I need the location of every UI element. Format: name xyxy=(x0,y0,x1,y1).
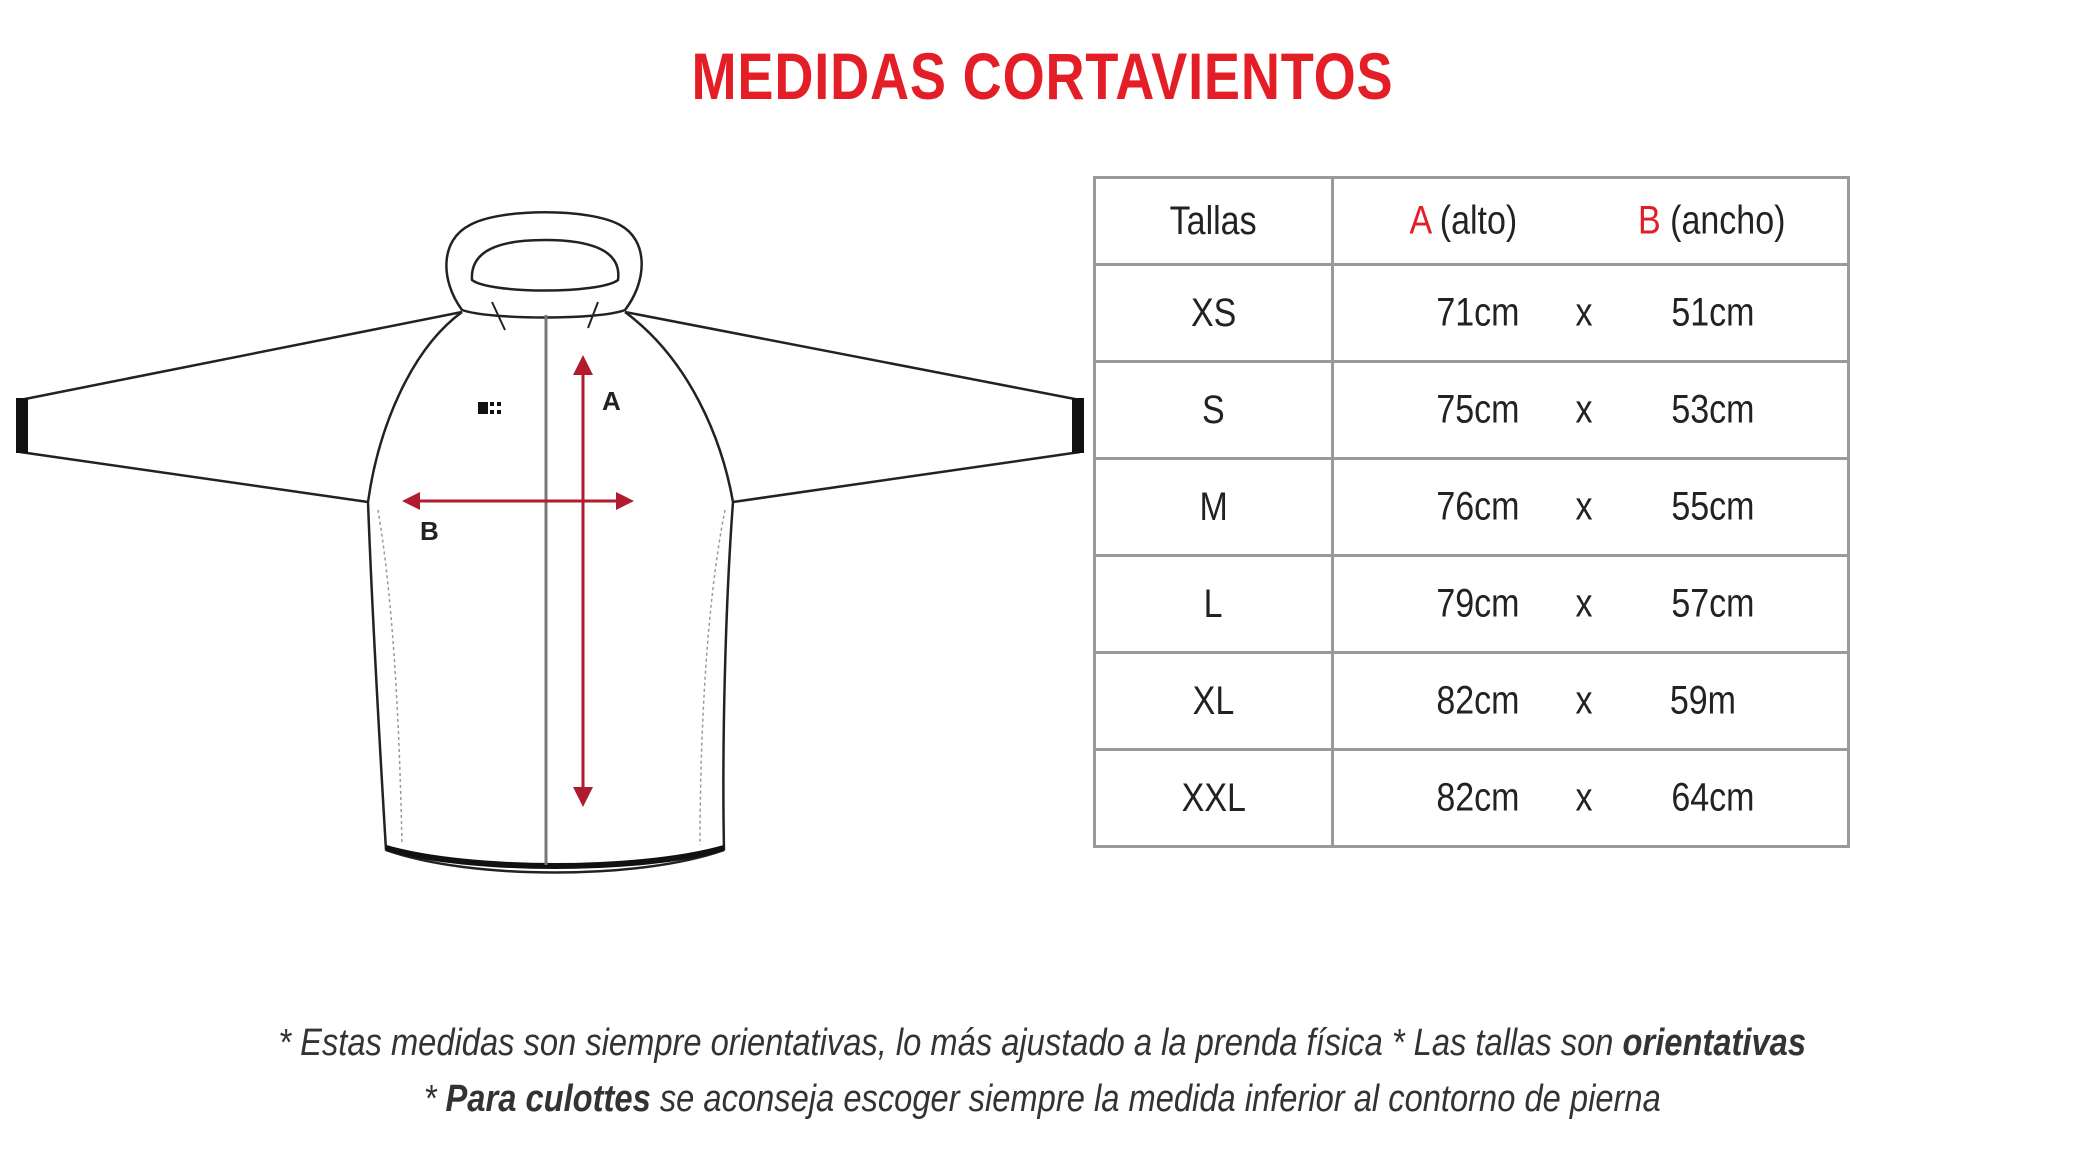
row-measures xyxy=(1333,750,1849,847)
table-row xyxy=(1095,653,1849,750)
value-b: 51cm xyxy=(1671,290,1755,335)
header-a: A (alto) xyxy=(1409,198,1518,243)
value-b: 59m xyxy=(1669,678,1736,723)
value-a: 79cm xyxy=(1436,581,1520,626)
height-arrow xyxy=(573,355,593,807)
right-cuff xyxy=(1072,398,1084,453)
header-b: B (ancho) xyxy=(1638,198,1786,243)
value-b: 57cm xyxy=(1671,581,1755,626)
footnote-line-1 xyxy=(0,1022,2085,1065)
table-row xyxy=(1095,362,1849,459)
value-a: 82cm xyxy=(1436,775,1520,820)
row-size: L xyxy=(1095,556,1333,653)
row-measures xyxy=(1333,265,1849,362)
value-a: 76cm xyxy=(1436,484,1520,529)
row-size: M xyxy=(1095,459,1333,556)
row-size: S xyxy=(1095,362,1333,459)
body-outline xyxy=(368,312,733,873)
footnote-2-text: se aconseja escoger siempre la medida inferior al contorno de pierna xyxy=(651,1078,1662,1120)
value-b: 53cm xyxy=(1671,387,1755,432)
value-a: 82cm xyxy=(1436,678,1520,723)
footnote-1-bold: orientativas xyxy=(1622,1022,1807,1064)
table-row xyxy=(1095,750,1849,847)
value-a: 75cm xyxy=(1436,387,1520,432)
footnote-1-text: * Estas medidas son siempre orientativas, lo más ajustado a la prenda física * Las tallas son xyxy=(278,1022,1623,1064)
left-sleeve xyxy=(20,312,462,502)
side-seams xyxy=(378,510,725,845)
value-x: x xyxy=(1575,775,1593,820)
left-cuff xyxy=(16,398,28,453)
row-measures xyxy=(1333,653,1849,750)
label-a: A xyxy=(602,386,621,416)
jacket-diagram xyxy=(0,190,1110,910)
value-x: x xyxy=(1575,581,1593,626)
footnote-line-2 xyxy=(0,1078,2085,1121)
value-x: x xyxy=(1575,678,1593,723)
size-table xyxy=(1093,176,1850,848)
header-size: Tallas xyxy=(1095,178,1333,265)
value-x: x xyxy=(1575,484,1593,529)
page-title: MEDIDAS CORTAVIENTOS xyxy=(691,39,1394,113)
table-row xyxy=(1095,556,1849,653)
table-row xyxy=(1095,265,1849,362)
label-b: B xyxy=(420,516,439,546)
row-measures xyxy=(1333,556,1849,653)
table-row xyxy=(1095,459,1849,556)
brand-logo-icon xyxy=(478,402,501,414)
value-x: x xyxy=(1575,387,1593,432)
value-x: x xyxy=(1575,290,1593,335)
footnote-2-bold: Para culottes xyxy=(445,1078,652,1120)
header-measures xyxy=(1333,178,1849,265)
footnote-2-prefix: * xyxy=(423,1078,446,1120)
right-sleeve xyxy=(625,312,1080,502)
table-header-row xyxy=(1095,178,1849,265)
value-b: 55cm xyxy=(1671,484,1755,529)
row-measures xyxy=(1333,362,1849,459)
value-b: 64cm xyxy=(1671,775,1755,820)
width-arrow xyxy=(402,492,634,510)
row-measures xyxy=(1333,459,1849,556)
row-size: XXL xyxy=(1095,750,1333,847)
value-a: 71cm xyxy=(1436,290,1520,335)
hood-outline xyxy=(446,212,641,317)
row-size: XS xyxy=(1095,265,1333,362)
row-size: XL xyxy=(1095,653,1333,750)
